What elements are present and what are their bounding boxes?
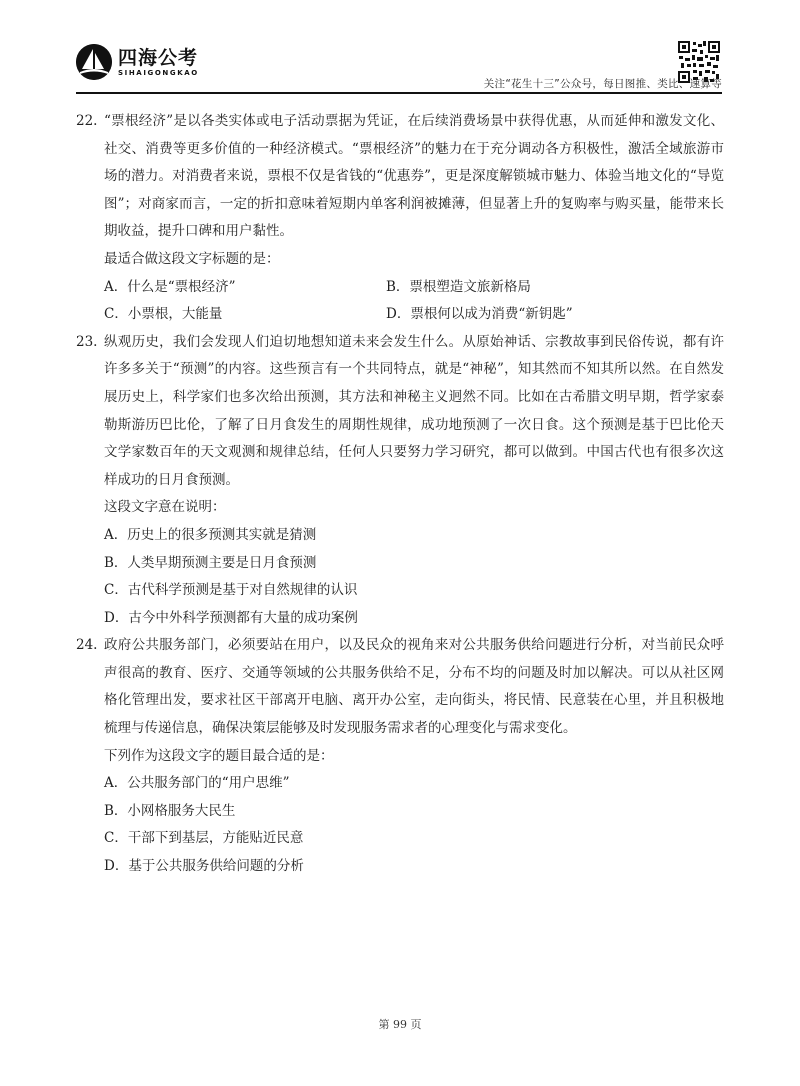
question-stem: 政府公共服务部门，必须要站在用户，以及民众的视角来对公共服务供给问题进行分析，对当前民众呼声很高的教育、医疗、交通等领域的公共服务供给不足，分布不均的问题及时加以解决。可以从社区网格化管理出发，要求社区干部离开电脑、离开办公室，走向街头，将民情、民意装在心里，并且积极地梳理与传递信息，确保决策层能够及时发现服务需求者的心理变化与需求变化。 (104, 637, 724, 737)
option-b[interactable]: B．小网格服务大民生 (104, 802, 236, 819)
question-24 (76, 632, 724, 880)
question-22 (76, 108, 724, 329)
question-prompt: 这段文字意在说明： (104, 499, 226, 516)
option-b[interactable]: B．人类早期预测主要是日月食预测 (104, 554, 317, 571)
option-a[interactable]: A．公共服务部门的“用户思维” (104, 775, 290, 792)
question-stem: 纵观历史，我们会发现人们迫切地想知道未来会发生什么。从原始神话、宗教故事到民俗传说，都有许许多多关于“预测”的内容。这些预言有一个共同特点，就是“神秘”，知其然而不知其所以然。在自然发展历史上，科学家们也多次给出预测，其方法和神秘主义迥然不同。比如在古希腊文明早期，哲学家泰勒斯游历巴比伦，了解了日月食发生的周期性规律，成功地预测了一次日食。这个预测是基于巴比伦天文学家数百年的天文观测和规律总结，任何人只要努力学习研究，都可以做到。中国古代也有很多次这样成功的日月食预测。 (104, 333, 724, 488)
option-d[interactable]: D．基于公共服务供给问题的分析 (104, 858, 304, 875)
question-number: 24. (76, 637, 98, 654)
page-header (0, 0, 800, 100)
header-divider (76, 92, 722, 94)
sailboat-logo-icon (76, 44, 112, 80)
question-stem: “票根经济”是以各类实体或电子活动票据为凭证，在后续消费场景中获得优惠，从而延伸和激发文化、社交、消费等更多价值的一种经济模式。“票根经济”的魅力在于充分调动各方积极性，激活全域旅游市场的潜力。对消费者来说，票根不仅是省钱的“优惠券”，更是深度解锁城市魅力、体验当地文化的“导览图”；对商家而言，一定的折扣意味着短期内单客利润被摊薄，但显著上升的复购率与购买量，能带来长期收益，提升口碑和用户黏性。 (104, 113, 724, 240)
option-c[interactable]: C．小票根，大能量 (104, 306, 223, 323)
question-number: 22. (76, 113, 98, 129)
option-d[interactable]: D．票根何以成为消费“新钥匙” (386, 306, 573, 323)
logo-name: 四海公考 (118, 47, 199, 69)
brand-logo (76, 44, 199, 80)
option-c[interactable]: C．干部下到基层，方能贴近民意 (104, 830, 304, 847)
option-b[interactable]: B．票根塑造文旅新格局 (386, 278, 531, 295)
option-a[interactable]: A．什么是“票根经济” (104, 278, 236, 295)
question-prompt: 下列作为这段文字的题目最合适的是： (104, 747, 334, 764)
option-c[interactable]: C．古代科学预测是基于对自然规律的认识 (104, 582, 358, 599)
page-number: 第 99 页 (378, 1018, 422, 1031)
option-a[interactable]: A．历史上的很多预测其实就是猜测 (104, 526, 317, 543)
question-list (76, 108, 724, 881)
question-prompt: 最适合做这段文字标题的是： (104, 250, 280, 267)
question-23 (76, 329, 724, 633)
question-number: 23. (76, 333, 98, 350)
logo-subtitle: SIHAIGONGKAO (118, 69, 199, 77)
option-grid (76, 274, 724, 329)
option-d[interactable]: D．古今中外科学预测都有大量的成功案例 (104, 609, 358, 626)
header-tagline: 关注“花生十三”公众号，每日图推、类比、速算等 (483, 78, 722, 90)
